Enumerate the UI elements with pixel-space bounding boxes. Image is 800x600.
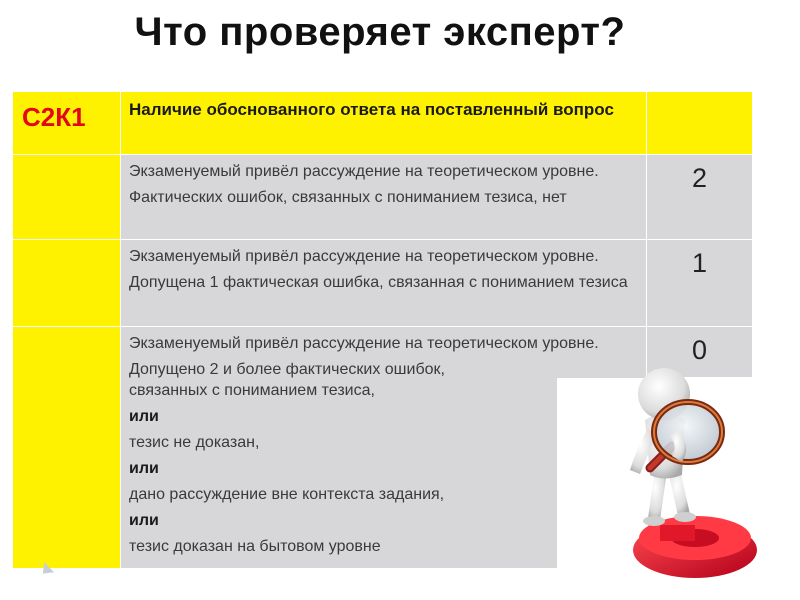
criterion-header: Наличие обоснованного ответа на поставленный вопрос — [121, 92, 646, 154]
expert-illustration — [560, 350, 800, 600]
continuation-line: тезис доказан на бытовом уровне — [129, 538, 381, 555]
magnifier-icon — [650, 402, 722, 468]
continuation-line-or: или — [129, 512, 159, 529]
left-cell-row-3 — [13, 327, 120, 568]
row-2-score: 1 — [647, 240, 752, 326]
left-cell-row-1 — [13, 155, 120, 239]
left-cell-row-2 — [13, 240, 120, 326]
continuation-line: связанных с пониманием тезиса, — [129, 382, 375, 399]
row-3-continuation — [121, 378, 557, 568]
page-title: Что проверяет эксперт? — [134, 10, 626, 54]
continuation-line-or: или — [129, 408, 159, 425]
row-3-score: 0 — [647, 327, 752, 377]
continuation-line-or: или — [129, 460, 159, 477]
header-score-cell — [647, 92, 752, 154]
continuation-line: тезис не доказан, — [129, 434, 260, 451]
row-1-score: 2 — [647, 155, 752, 239]
criterion-code: С2К1 — [13, 92, 120, 154]
row-3-text: Экзаменуемый привёл рассуждение на теоретическом уровне. Допущено 2 и более фактических ошибок, — [121, 327, 646, 378]
continuation-line: дано рассуждение вне контекста задания, — [129, 486, 445, 503]
row-2-text: Экзаменуемый привёл рассуждение на теоретическом уровне. Допущена 1 фактическая ошибка, связанная с пониманием тезиса — [121, 240, 646, 326]
row-1-text: Экзаменуемый привёл рассуждение на теоретическом уровне. Фактических ошибок, связанных с пониманием тезиса, нет — [121, 155, 646, 239]
